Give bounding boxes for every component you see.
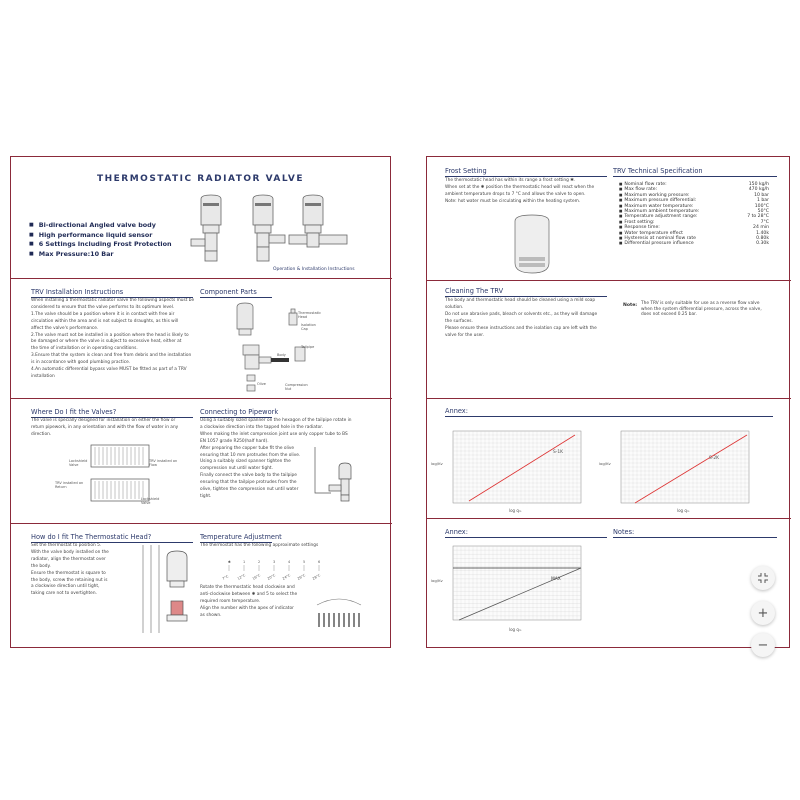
scale-temp: 7°C <box>221 574 230 581</box>
how-text: Set the thermostat to position 5. With the valve body installed on the radiator, align the thermostat over the body. Ensure the thermostat is square to the body, screw the retaining nut is a clockwise direction until tight, taking care not to overtighten. <box>31 543 109 597</box>
spec-row: ■ Nominal flow rate: 150 kg/h <box>619 182 769 187</box>
chart-svg <box>429 542 589 634</box>
spec-row: ■ Maximum working pressure: 10 bar <box>619 193 769 198</box>
chart-svg <box>597 425 757 515</box>
scale-temp: 16°C <box>251 573 262 581</box>
zoom-in-button[interactable]: + <box>751 601 775 625</box>
frost-heading: Frost Setting <box>445 167 487 175</box>
scale-mark: 1 <box>243 560 246 564</box>
line-label: S-2K <box>709 456 720 461</box>
doc-title: THERMOSTATIC RADIATOR VALVE <box>96 174 305 184</box>
collapse-button[interactable] <box>751 566 775 590</box>
label-trv-flow: TRV installed on Flow <box>149 459 178 467</box>
feature-item: ■ High performance liquid sensor <box>29 231 172 241</box>
divider <box>11 398 392 399</box>
divider <box>427 280 791 281</box>
spec-row: ■ Maximum pressure differential: 1 bar <box>619 198 769 203</box>
installation-text: When installing a thermostatic radiator valve the following aspects must be considered to ensure that the valve performs to its optimum level. 1.The valve should be a position where it is in contact with free air circulation within the area and is not subject to draughts, as this will affect the valve's performance. 2.The valve must not be installed in a position where the head is likely to be damaged or where the valve is subject to excessive heat, either at the time of installation or in operating conditions. 3.Ensure that the system is clean and free from debris and the installation is in accordance with good plumbing practice. 4.An automatic differential bypass valve MUST be fitted as part of a TRV installation <box>31 298 195 379</box>
annex-chart-3 <box>429 542 589 634</box>
radiator-diagram <box>81 443 181 511</box>
operation-note: Operation & Installation Instructions <box>273 267 355 272</box>
temperature-scale <box>223 555 333 585</box>
valve-product-illustration <box>191 195 361 267</box>
annex-chart-1 <box>429 425 589 515</box>
scale-temp: 20°C <box>266 573 277 581</box>
y-axis-label: log/Kv <box>431 461 443 466</box>
scale-mark: 3 <box>273 560 276 564</box>
spec-row: ■ Hysteresis at nominal flow rate 0.80k <box>619 236 769 241</box>
spec-row: ■ Maximum water temperature: 100°C <box>619 204 769 209</box>
y-axis-label: log/Kv <box>599 461 611 466</box>
zoom-out-button[interactable]: − <box>751 633 775 657</box>
temperature-text: Rotate the thermostatic head clockwise and anti-clockwise between ✱ and 5 to select the required room temperature. Align the number with the apex of indicator as shown. <box>200 585 298 618</box>
spec-heading: TRV Technical Specification <box>613 167 703 175</box>
annex-chart-2 <box>597 425 757 515</box>
spec-row: ■ Differential pressure influence 0.30k <box>619 241 769 246</box>
notes-heading: Notes: <box>613 528 635 536</box>
label-body: Body <box>277 353 286 357</box>
chart-svg <box>429 425 589 515</box>
heading-underline <box>613 176 777 177</box>
feature-item: ■ Bi-directional Angled valve body <box>29 221 172 231</box>
label-lockshield-bottom: Lockshield Valve <box>141 497 160 505</box>
note-text: The TRV is only suitable for use as a reverse flow valve when the system differential pressure, across the valve, does not exceed 0.25 bar. <box>641 301 762 317</box>
how-heading: How do I fit The Thermostatic Head? <box>31 533 152 541</box>
components-heading: Component Parts <box>200 288 257 296</box>
spec-row: ■ Response time: 24 min <box>619 225 769 230</box>
scale-temp: 24°C <box>281 573 292 581</box>
label-lockshield-top: Lockshield Valve <box>69 459 88 467</box>
scale-temp: 12°C <box>236 573 247 581</box>
label-isolation-cap: Isolation Cap <box>301 323 316 331</box>
label-trv-return: TRV installed on Return <box>55 481 84 489</box>
divider <box>427 518 791 519</box>
heading-underline <box>200 297 272 298</box>
temperature-intro: The thermostat has the following approximate settings <box>200 543 319 548</box>
divider <box>11 278 392 279</box>
temperature-heading: Temperature Adjustment <box>200 533 282 541</box>
scale-mark: 4 <box>288 560 291 564</box>
cleaning-text: The body and thermostatic head should be cleaned using a mild soap solution. Do not use abrasive pads, bleach or solvents etc., as they will damage the surfaces. Please ensure these instructions and the isolation cap are left with the valve for the user. <box>445 298 598 338</box>
heading-underline <box>445 416 773 417</box>
pipework-diagram <box>311 445 369 505</box>
spec-table <box>619 182 769 247</box>
label-compression-nut: Compression Nut <box>285 383 308 391</box>
scale-mark: ✱ <box>228 560 231 564</box>
feature-item: ■ 6 Settings Including Frost Protection <box>29 240 172 250</box>
spec-row: ■ Frost setting: 7°C <box>619 220 769 225</box>
scale-temp: 28°C <box>311 573 322 581</box>
line-label: MAX <box>551 577 561 582</box>
page-right <box>426 156 790 648</box>
connecting-heading: Connecting to Pipework <box>200 408 279 416</box>
head-fitting-diagram <box>137 543 199 635</box>
where-heading: Where Do I fit the Valves? <box>31 408 117 416</box>
x-axis-label: log qₘ <box>509 627 522 632</box>
label-tailpipe: Tailpipe <box>301 345 315 349</box>
feature-item: ■ Max Pressure:10 Bar <box>29 250 172 260</box>
x-axis-label: log qₘ <box>677 508 690 513</box>
spec-row: ■ Max flow rate: 470 kg/h <box>619 187 769 192</box>
y-axis-label: log/Kv <box>431 578 443 583</box>
label-thermostatic-head: Thermostatic Head <box>298 311 322 319</box>
divider <box>427 398 791 399</box>
spec-row: ■ Maximum ambient temperature: 50°C <box>619 209 769 214</box>
connecting-text: Using a suitably sized spanner on the hexagon of the tailpipe rotate in a clockwise direction into the tapped hole in the radiator. When making the inlet compression joint use only copper tube to BS EN 1057 grade R250(half hard). After preparing the copper tube fit the olive ensuring that 10 mm protrudes from the olive. Using a suitably sized spanner tighten the compression nut until water tight. Finally connect the valve body to the tailpipe ensuring that the tailpipe protrudes from the olive, tighten the compression nut until water tight. <box>200 418 352 499</box>
divider <box>11 523 392 524</box>
heading-underline <box>445 537 607 538</box>
heading-underline <box>445 176 607 177</box>
annex-heading: Annex: <box>445 528 468 536</box>
frost-text: The thermostatic head has within its range a frost setting ✱. When set at the ✱ position the thermostatic head will react when the ambient temperature drops to 7 °C and allows the valve to open. Note: hot water must be circulating within the heating system. <box>445 178 595 204</box>
installation-heading: TRV Installation Instructions <box>31 288 124 296</box>
spec-row: ■ Water temperature effect 1.40k <box>619 231 769 236</box>
cleaning-heading: Cleaning The TRV <box>445 287 504 295</box>
thermostatic-head-illustration <box>507 213 557 277</box>
scale-mark: 2 <box>258 560 261 564</box>
label-olive: Olive <box>257 382 266 386</box>
scale-mark: 5 <box>303 560 306 564</box>
annex-heading: Annex: <box>445 407 468 415</box>
heading-underline <box>613 537 777 538</box>
page-left <box>10 156 391 648</box>
spec-row: ■ Temperature adjustment range: 7 to 28°C <box>619 214 769 219</box>
indicator-dial-diagram <box>313 591 365 631</box>
note-label: Note: <box>623 303 638 308</box>
line-label: S-1K <box>553 450 564 455</box>
heading-underline <box>445 296 607 297</box>
where-text: The valve is specially designed for installation on either the flow or return pipework, in any orientation and with the flow of water in any direction. <box>31 418 179 437</box>
feature-list <box>29 221 172 259</box>
collapse-arrows-icon <box>757 572 769 584</box>
scale-temp: 26°C <box>296 573 307 581</box>
scale-mark: 6 <box>318 560 321 564</box>
x-axis-label: log qₘ <box>509 508 522 513</box>
